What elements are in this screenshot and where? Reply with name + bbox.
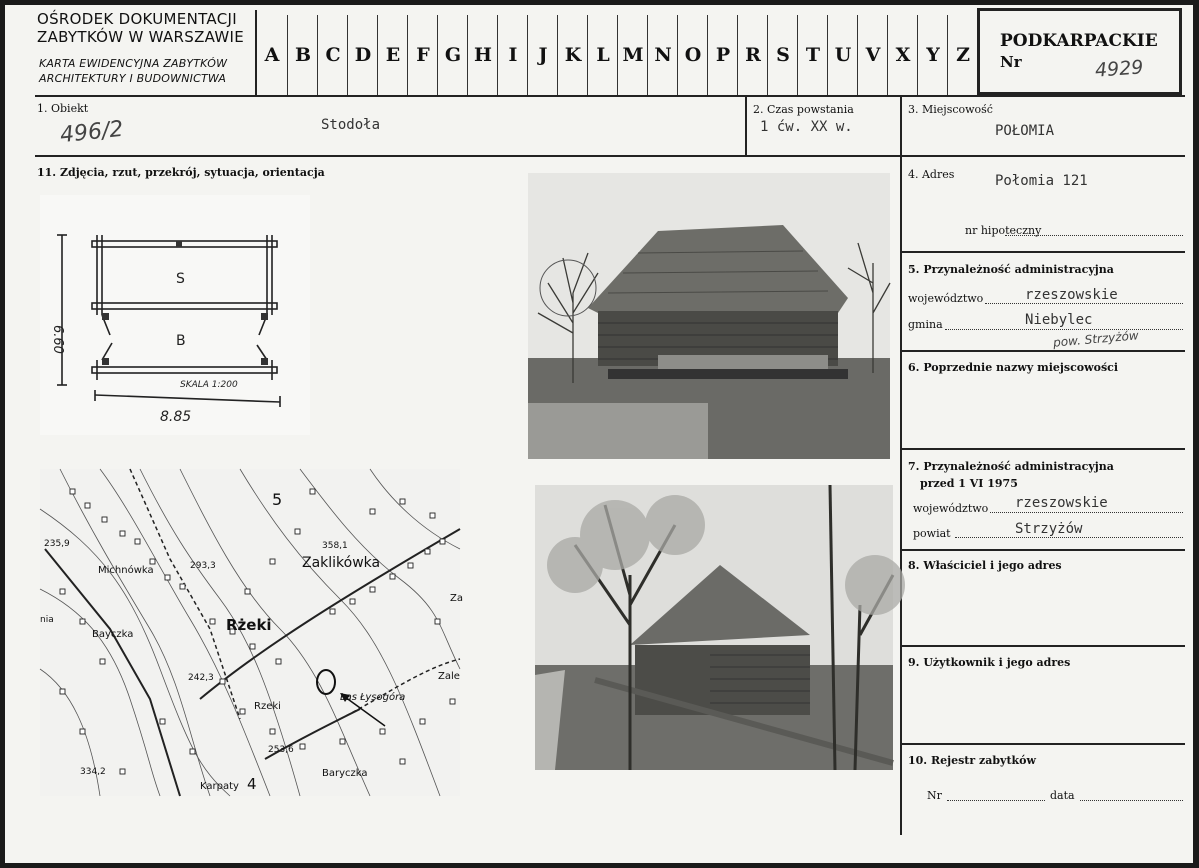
f1-value: Stodoła <box>321 117 381 133</box>
map-label-zaklikowka: Zaklikówka <box>302 555 381 571</box>
map-label-293: 293,3 <box>190 561 216 571</box>
letter-index-z: Z <box>947 15 978 95</box>
floor-plan-drawing <box>40 195 310 435</box>
map-label-bayczka: Bayczka <box>92 629 134 640</box>
map-label-nia: nia <box>40 615 54 625</box>
rule-f6 <box>900 448 1185 450</box>
nr-label: Nr <box>1000 53 1022 71</box>
map-label-5: 5 <box>272 490 283 509</box>
f3-value: POŁOMIA <box>995 123 1055 139</box>
region-title: PODKARPACKIE <box>1000 31 1158 51</box>
f10-label: 10. Rejestr zabytków <box>908 754 1036 767</box>
region-box <box>977 8 1182 95</box>
map-label-las-lysogora: Las Łysogóra <box>340 692 406 703</box>
f7-pow-label: powiat <box>913 527 951 540</box>
barn-photo-2 <box>535 485 893 770</box>
letter-index-k: K <box>557 15 588 95</box>
f10-nr-dots <box>947 800 1045 801</box>
f5-gmina-value: Niebylec <box>1025 312 1093 328</box>
map-label-242: 242,3 <box>188 673 214 683</box>
card-type-line1: KARTA EWIDENCYJNA ZABYTKÓW <box>39 57 228 70</box>
f5-hand-note: pow. Strzyżów <box>1052 328 1140 350</box>
f11-label: 11. Zdjęcia, rzut, przekrój, sytuacja, orientacja <box>37 166 325 179</box>
map-label-karpaty: Karpaty <box>200 781 239 792</box>
letter-index-y: Y <box>917 15 948 95</box>
f5-label: 5. Przynależność administracyjna <box>908 263 1114 276</box>
letter-index-b: B <box>287 15 318 95</box>
barn-photo-1 <box>528 173 890 459</box>
f8-label: 8. Właściciel i jego adres <box>908 559 1062 572</box>
f4-label: 4. Adres <box>908 168 955 181</box>
f4-hip-dots <box>1005 235 1183 236</box>
f7-sub: przed 1 VI 1975 <box>920 477 1018 490</box>
letter-index-v: V <box>857 15 888 95</box>
nr-value: 4929 <box>1094 56 1145 82</box>
f4-hip-label: nr hipoteczny <box>965 224 1042 237</box>
letter-index-l: L <box>587 15 618 95</box>
map-label-za: Za <box>450 593 463 604</box>
f7-pow-value: Strzyżów <box>1015 521 1083 537</box>
f9-label: 9. Użytkownik i jego adres <box>908 656 1071 669</box>
f5-gmina-label: gmina <box>908 318 943 331</box>
card-type-line2: ARCHITEKTURY I BUDOWNICTWA <box>39 72 227 85</box>
letter-index-x: X <box>887 15 918 95</box>
f7-label: 7. Przynależność administracyjna <box>908 460 1114 473</box>
row1-rule <box>35 155 1185 157</box>
plan-dim-bottom: 8.85 <box>160 409 192 425</box>
f10-data-label: data <box>1050 789 1075 802</box>
map-label-rzeki-bold: Rżeki <box>226 616 272 634</box>
f2-value: 1 ćw. XX w. <box>760 119 853 135</box>
letter-index-f: F <box>407 15 438 95</box>
map-label-4: 4 <box>247 775 257 793</box>
f5-gmina-dots <box>945 329 1183 330</box>
right-column-divider <box>900 95 902 835</box>
f7-woj-value: rzeszowskie <box>1015 495 1108 511</box>
map-label-358: 358,1 <box>322 541 348 551</box>
plan-room-b: B <box>176 333 186 349</box>
org-line1: OŚRODEK DOKUMENTACJI <box>37 10 237 28</box>
plan-dim-side: 6.60 <box>50 325 65 354</box>
letter-index-m: M <box>617 15 648 95</box>
letter-index-n: N <box>647 15 678 95</box>
letter-index-h: H <box>467 15 498 95</box>
f5-woj-label: województwo <box>908 292 984 305</box>
letter-index-r: R <box>737 15 768 95</box>
map-label-rzeki: Rzeki <box>254 701 281 712</box>
letter-index-u: U <box>827 15 858 95</box>
plan-scale: SKALA 1:200 <box>180 380 238 390</box>
map-label-zale: Zale <box>438 671 460 682</box>
header-rule <box>35 95 1185 97</box>
f10-data-dots <box>1080 800 1183 801</box>
letter-index-d: D <box>347 15 378 95</box>
rule-f7 <box>900 549 1185 551</box>
f5-woj-dots <box>985 303 1183 304</box>
letter-index-p: P <box>707 15 738 95</box>
plan-room-s: S <box>176 271 185 287</box>
location-map <box>40 469 463 796</box>
record-card <box>5 5 1193 863</box>
f10-nr-label: Nr <box>927 789 942 802</box>
f7-pow-dots <box>955 537 1183 538</box>
letter-index-j: J <box>527 15 558 95</box>
map-label-baryczka: Baryczka <box>322 768 368 779</box>
f1-label: 1. Obiekt <box>37 102 89 115</box>
letter-index-o: O <box>677 15 708 95</box>
letter-index-e: E <box>377 15 408 95</box>
rule-f4 <box>900 251 1185 253</box>
rule-f8 <box>900 645 1185 647</box>
rule-f5 <box>900 350 1185 352</box>
letter-index-g: G <box>437 15 468 95</box>
f7-woj-dots <box>990 512 1183 513</box>
rule-f9 <box>900 743 1185 745</box>
letter-index-c: C <box>317 15 348 95</box>
f7-woj-label: województwo <box>913 502 989 515</box>
org-line2: ZABYTKÓW W WARSZAWIE <box>37 28 245 46</box>
row1-divider-a <box>745 95 747 157</box>
f4-value: Połomia 121 <box>995 173 1088 189</box>
f6-label: 6. Poprzednie nazwy miejscowości <box>908 361 1119 374</box>
f1-hand-number: 496/2 <box>58 116 125 149</box>
map-label-334: 334,2 <box>80 767 106 777</box>
letter-index-s: S <box>767 15 798 95</box>
f5-woj-value: rzeszowskie <box>1025 287 1118 303</box>
map-label-michnowka: Michnówka <box>98 565 154 576</box>
f3-label: 3. Miejscowość <box>908 103 993 116</box>
f2-label: 2. Czas powstania <box>753 103 854 116</box>
letter-index-t: T <box>797 15 828 95</box>
letter-index-a: A <box>264 44 280 66</box>
map-label-235: 235,9 <box>44 539 70 549</box>
letter-index-i: I <box>497 15 528 95</box>
map-label-253: 253,6 <box>268 745 294 755</box>
